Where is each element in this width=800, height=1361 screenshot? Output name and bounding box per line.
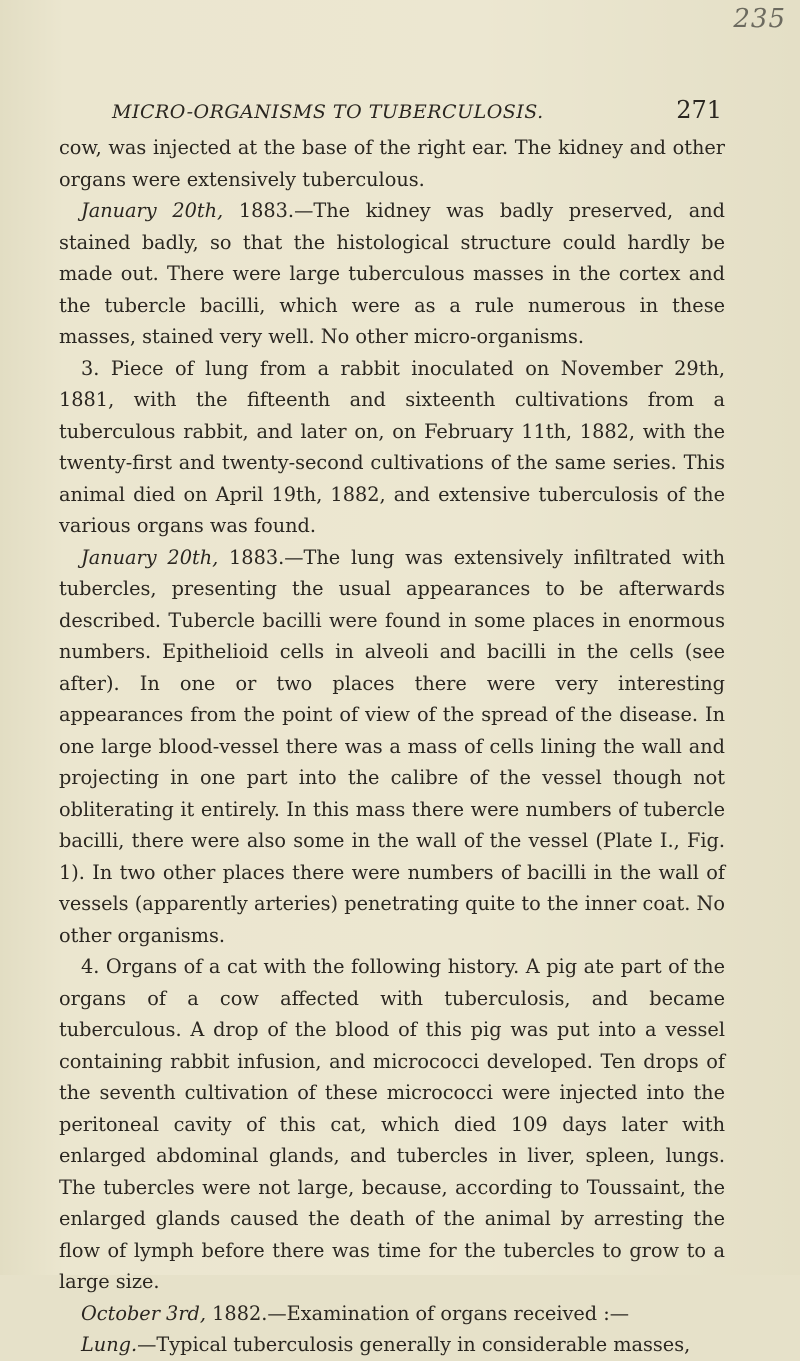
paragraph: January 20th, 1883.—The lung was extensively infiltrated with tubercles, presenting the usual appearances to be afterwards described. Tubercle bacilli were found in some places in enormous numbers. Epithelioid cells in alveoli and bacilli in the cells (see after). In one or two places there were very interesting appearances from the point of view of the spread of the disease. In one large blood-vessel there was a mass of cells lining the wall and projecting in one part into the calibre of the vessel though not obliterating it entirely. In this mass there were numbers of tubercle bacilli, there were also some in the wall of the vessel (Plate I., Fig. 1). In two other places there were numbers of bacilli in the wall of vessels (apparently arteries) penetrating quite to the inner coat. No other organisms. (59, 545, 725, 947)
organ-label: Lung. (81, 1333, 138, 1356)
handwritten-page-note: 235 (733, 4, 786, 34)
paragraph: January 20th, 1883.—The kidney was badly preserved, and stained badly, so that the histological structure could hardly be made out. There were large tuberculous masses in the cortex and the tubercle bacilli, which were as a rule numerous in these masses, stained very well. No other micro-organisms. (59, 199, 726, 348)
date-label: January 20th, (81, 545, 219, 569)
running-header (112, 96, 722, 124)
paragraph: October 3rd, 1882.—Examination of organs received :— (81, 1301, 630, 1325)
paragraph: Lung.—Typical tuberculosis generally in considerable masses, (81, 1333, 691, 1356)
paragraph: 4. Organs of a cat with the following history. A pig ate part of the organs of a cow affected with tuberculosis, and became tuberculous. A drop of the blood of this pig was put into a vessel containing rabbit infusion, and micrococci developed. Ten drops of the seventh cultivation of these micrococci were injected into the peritoneal cavity of this cat, which died 109 days later with enlarged abdominal glands, and tubercles in liver, spleen, lungs. The tubercles were not large, because, according to Toussaint, the enlarged glands caused the death of the animal by arresting the flow of lymph before there was time for the tubercles to grow to a large size. (59, 955, 725, 1293)
running-title: MICRO-ORGANISMS TO TUBERCULOSIS. (112, 101, 544, 123)
date-label: January 20th, (81, 199, 224, 222)
paragraph: 3. Piece of lung from a rabbit inoculated on November 29th, 1881, with the fifteenth and sixteenth cultivations from a tuberculous rabbit, and later on, on February 11th, 1882, with the twenty-first and twenty-second cultivations of the same series. This animal died on April 19th, 1882, and extensive tuberculosis of the various organs was found. (59, 356, 725, 537)
body-text (59, 132, 725, 1361)
date-label: October 3rd, (81, 1301, 207, 1325)
page-number: 271 (676, 96, 722, 124)
paragraph: cow, was injected at the base of the right ear. The kidney and other organs were extensively tuberculous. (59, 136, 725, 191)
